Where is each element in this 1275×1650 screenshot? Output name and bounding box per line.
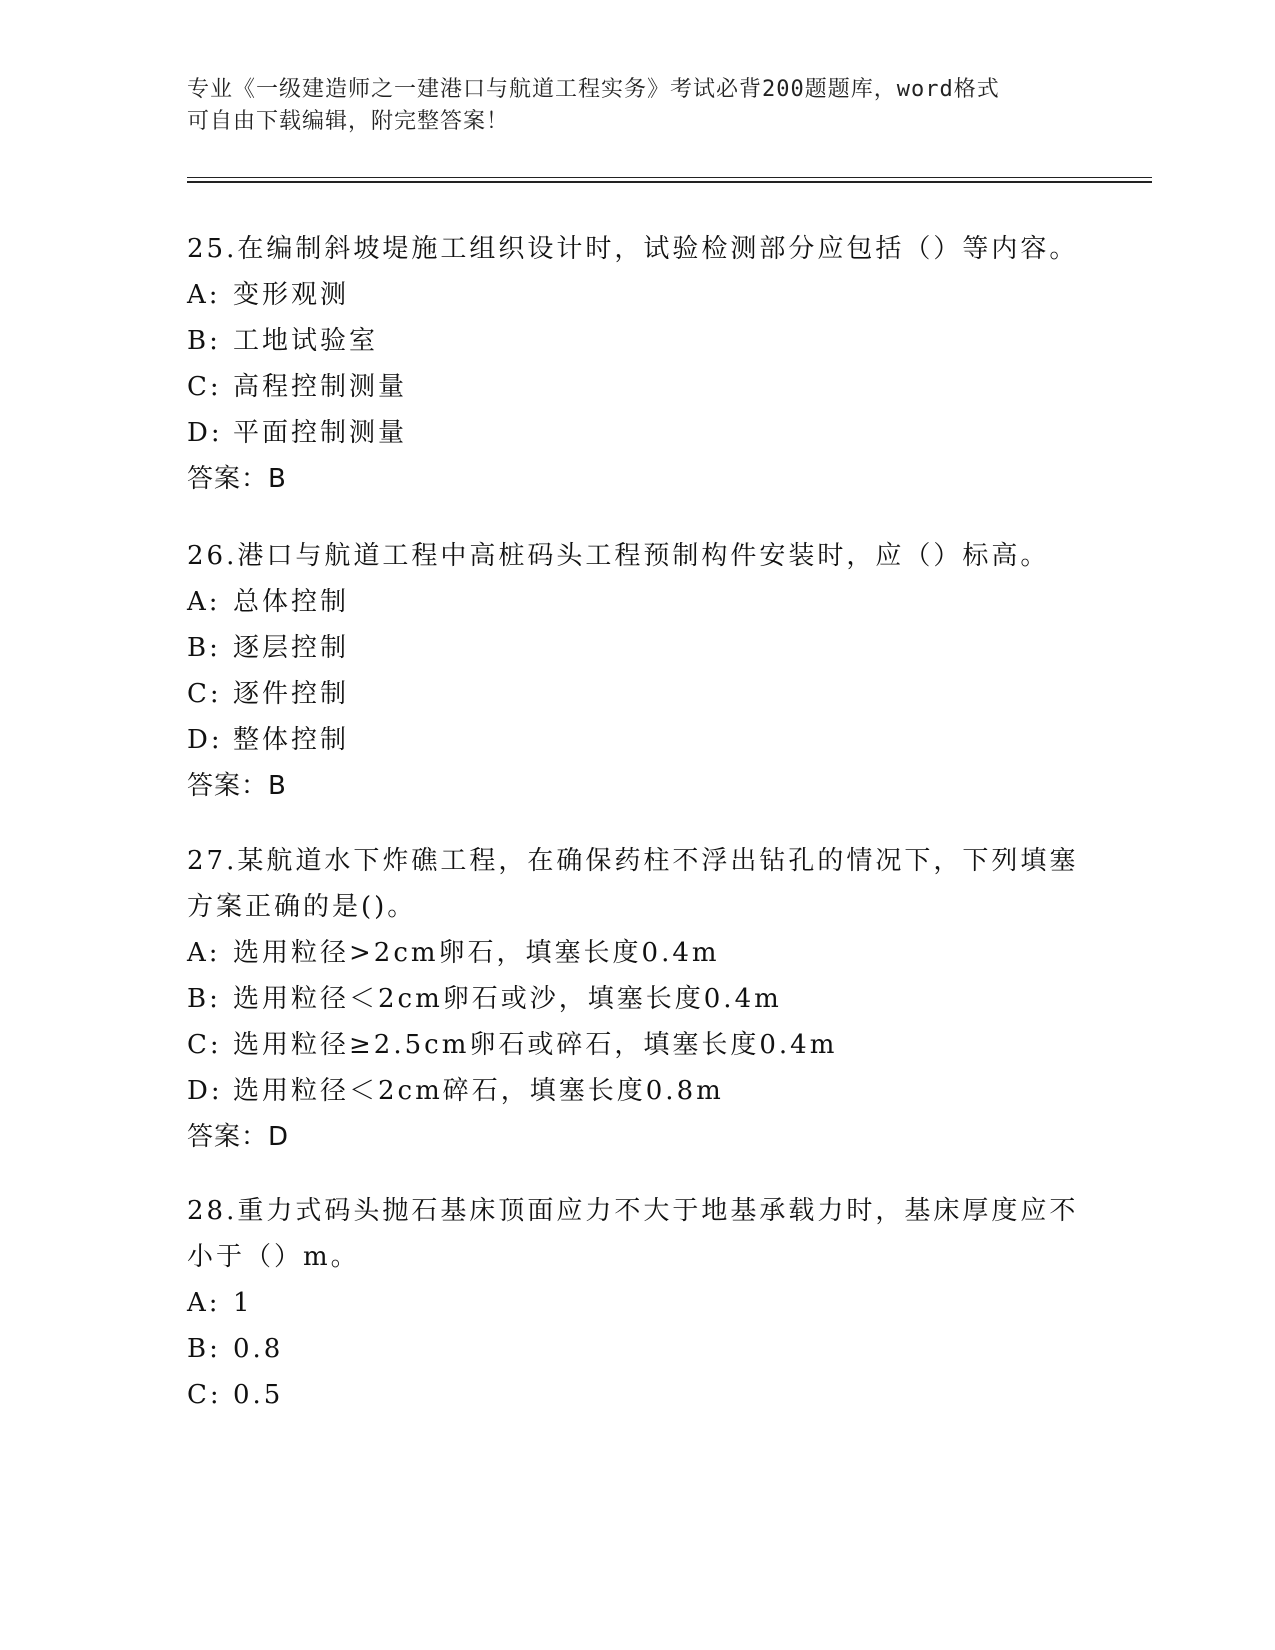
option-text: 选用粒径≥2.5cm卵石或碎石，填塞长度0.4m: [233, 1030, 838, 1060]
option-letter: C:: [187, 1030, 222, 1060]
option-text: 工地试验室: [233, 326, 379, 356]
answer-line: 答案：D: [187, 1122, 290, 1152]
option-letter: B:: [187, 1334, 221, 1364]
option-b: [187, 625, 1087, 671]
option-letter: D:: [187, 725, 223, 755]
question-stem-line: 25.在编制斜坡堤施工组织设计时，试验检测部分应包括（）等内容。: [187, 234, 1079, 264]
option-text: 变形观测: [233, 280, 350, 310]
option-text: 逐层控制: [233, 633, 350, 663]
question-stem-line: 26.港口与航道工程中高桩码头工程预制构件安装时，应（）标高。: [187, 541, 1050, 571]
header-line-1: 专业《一级建造师之一建港口与航道工程实务》考试必背200题题库，word格式: [187, 77, 1000, 102]
option-letter: B:: [187, 984, 221, 1014]
option-text: 1: [233, 1288, 253, 1318]
option-d: [187, 410, 1087, 456]
option-text: 平面控制测量: [233, 418, 408, 448]
option-letter: A:: [187, 938, 221, 968]
option-d: [187, 717, 1087, 763]
question-stem-line: 方案正确的是()。: [187, 892, 417, 922]
question-25: [187, 226, 1087, 502]
option-c: [187, 1022, 1087, 1068]
option-letter: A:: [187, 587, 221, 617]
option-b: [187, 318, 1087, 364]
question-stem-line: 28.重力式码头抛石基床顶面应力不大于地基承载力时，基床厚度应不: [187, 1196, 1079, 1226]
option-text: 高程控制测量: [233, 372, 408, 402]
option-text: 总体控制: [233, 587, 350, 617]
option-letter: B:: [187, 326, 221, 356]
header-divider-thick: [187, 181, 1152, 183]
option-text: 0.5: [233, 1380, 284, 1410]
option-letter: A:: [187, 1288, 221, 1318]
question-26: [187, 533, 1087, 809]
question-stem-line: 小于（）m。: [187, 1242, 360, 1272]
option-letter: C:: [187, 372, 222, 402]
header-divider-thin: [187, 177, 1152, 178]
option-letter: C:: [187, 679, 222, 709]
option-text: 0.8: [233, 1334, 284, 1364]
option-a: [187, 930, 1087, 976]
answer-line: 答案：B: [187, 464, 287, 494]
option-b: [187, 976, 1087, 1022]
option-letter: A:: [187, 280, 221, 310]
answer-line: 答案：B: [187, 771, 287, 801]
option-text: 选用粒径>2cm卵石，填塞长度0.4m: [233, 938, 720, 968]
option-letter: B:: [187, 633, 221, 663]
option-letter: D:: [187, 1076, 223, 1106]
option-c: [187, 671, 1087, 717]
option-text: 选用粒径＜2cm卵石或沙，填塞长度0.4m: [233, 984, 782, 1014]
question-28: [187, 1188, 1087, 1418]
option-text: 整体控制: [233, 725, 350, 755]
option-b: [187, 1326, 1087, 1372]
option-letter: C:: [187, 1380, 222, 1410]
question-stem-line: 27.某航道水下炸礁工程，在确保药柱不浮出钻孔的情况下，下列填塞: [187, 846, 1079, 876]
question-27: [187, 838, 1087, 1160]
option-text: 逐件控制: [233, 679, 350, 709]
option-letter: D:: [187, 418, 223, 448]
option-a: [187, 579, 1087, 625]
option-a: [187, 272, 1087, 318]
document-header: [187, 74, 1067, 138]
option-c: [187, 1372, 1087, 1418]
option-a: [187, 1280, 1087, 1326]
option-c: [187, 364, 1087, 410]
option-d: [187, 1068, 1087, 1114]
header-line-2: 可自由下载编辑，附完整答案！: [187, 109, 510, 134]
option-text: 选用粒径＜2cm碎石，填塞长度0.8m: [233, 1076, 724, 1106]
